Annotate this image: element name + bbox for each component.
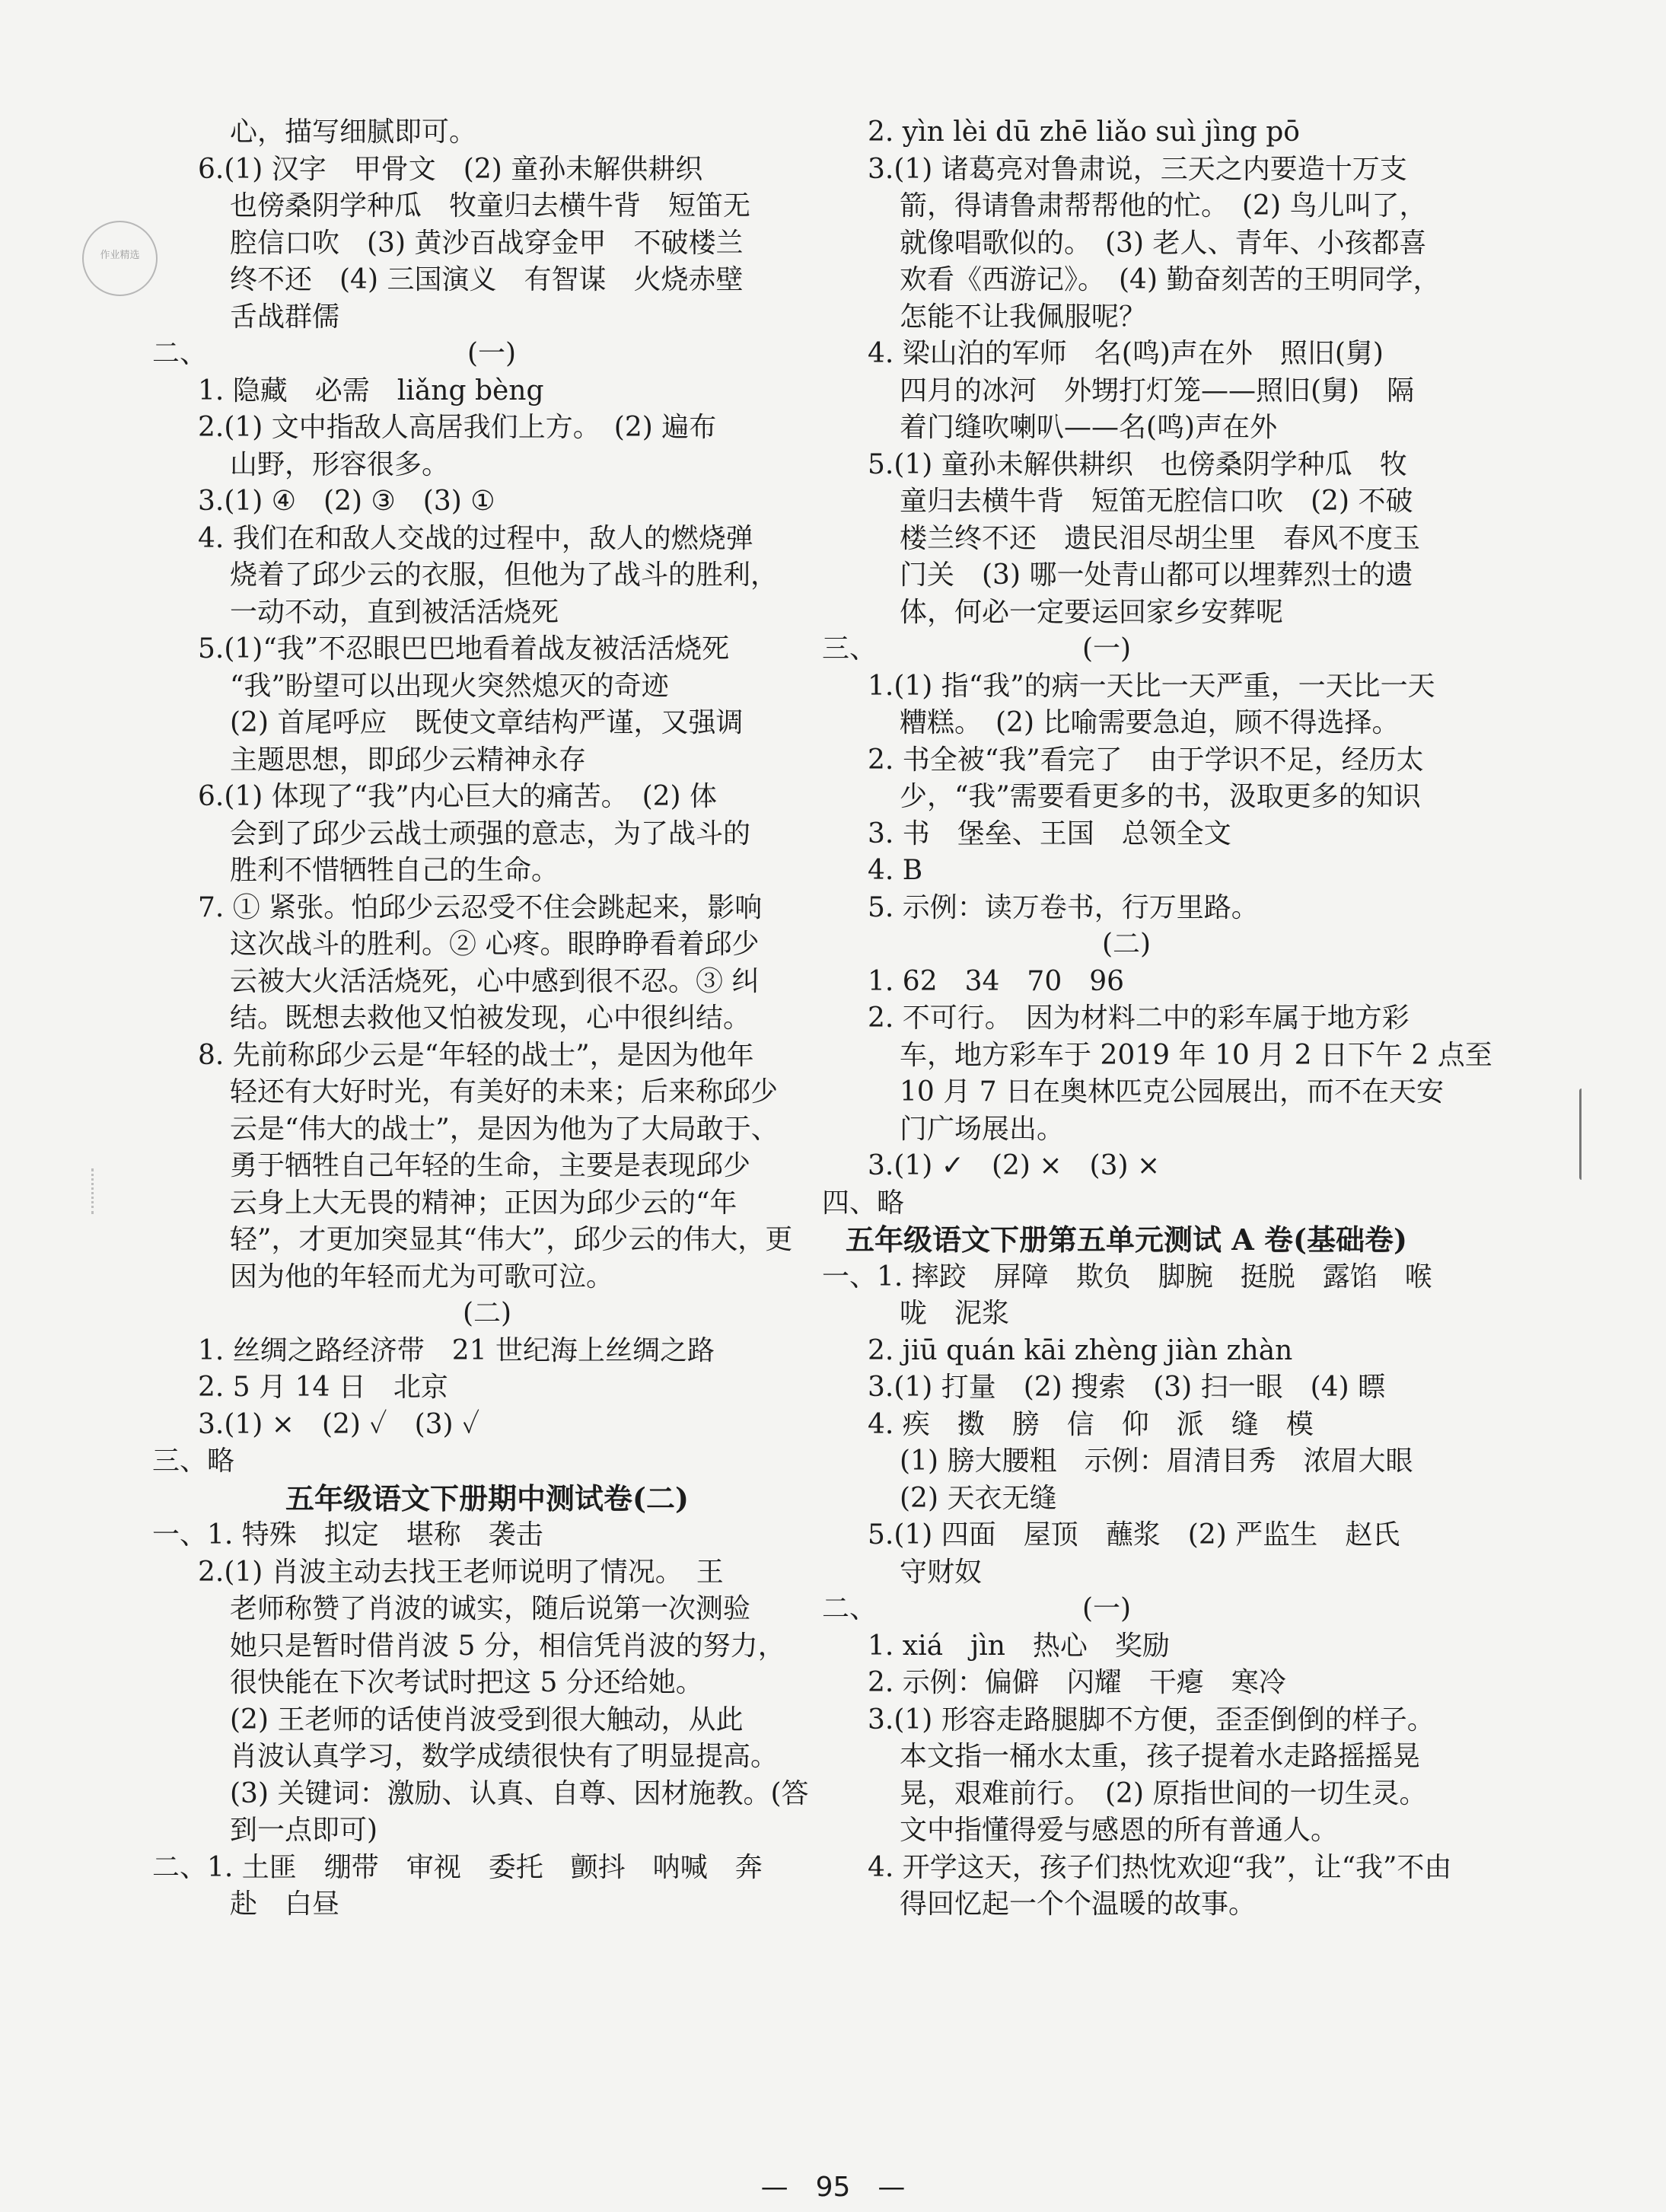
answer-line: 这次战斗的胜利。② 心疼。眼睁睁看着邱少 (230, 929, 760, 960)
answer-line: 7. ① 紧张。怕邱少云忍受不住会跳起来，影响 (198, 891, 763, 923)
answer-line: 1. xiá jìn 热心 奖励 (868, 1630, 1170, 1662)
section-title: 五年级语文下册第五单元测试 A 卷(基础卷) (846, 1222, 1407, 1257)
answer-line: 4. 开学这天，孩子们热忱欢迎“我”，让“我”不由 (868, 1851, 1452, 1883)
answer-line: 门关 (3) 哪一处青山都可以埋葬烈士的遗 (900, 559, 1413, 591)
answer-line: 2. 示例：偏僻 闪耀 干瘪 寒冷 (868, 1667, 1286, 1698)
answer-line: 咙 泥浆 (900, 1298, 1010, 1329)
answer-line: 5.(1)“我”不忍眼巴巴地看着战友被活活烧死 (198, 633, 730, 665)
answer-line: 结。既想去救他又怕被发现，心中很纠结。 (230, 1002, 751, 1034)
answer-line: 6.(1) 体现了“我”内心巨大的痛苦。 (2) 体 (198, 781, 718, 812)
answer-line: 4. B (868, 855, 923, 886)
answer-line: 着门缝吹喇叭——名(鸣)声在外 (900, 412, 1278, 443)
stamp-seal: 作业精选 (82, 221, 158, 296)
answer-line: 她只是暂时借肖波 5 分，相信凭肖波的努力， (230, 1630, 785, 1662)
answer-line: 一动不动，直到被活活烧死 (230, 596, 559, 628)
answer-line: 山野，形容很多。 (230, 448, 450, 480)
answer-line: 1. 62 34 70 96 (868, 965, 1125, 997)
answer-line: 轻”，才更加突显其“伟大”，邱少云的伟大，更 (230, 1224, 793, 1255)
answer-line: 烧着了邱少云的衣服，但他为了战斗的胜利， (230, 559, 779, 591)
answer-line: 糟糕。 (2) 比喻需要急迫，顾不得选择。 (900, 707, 1400, 738)
answer-line: 二、 (一) (822, 1593, 1132, 1624)
answer-line: 6.(1) 汉字 甲骨文 (2) 童孙未解供耕织 (198, 153, 703, 185)
answer-line: 终不还 (4) 三国演义 有智谋 火烧赤壁 (230, 264, 744, 295)
answer-line: 2. jiū quán kāi zhèng jiàn zhàn (868, 1334, 1293, 1366)
answer-line: 三、略 (152, 1445, 235, 1477)
answer-line: 舌战群儒 (230, 301, 340, 333)
answer-line: 5.(1) 童孙未解供耕织 也傍桑阴学种瓜 牧 (868, 448, 1407, 480)
answer-line: 守财奴 (900, 1556, 983, 1588)
answer-line: 3.(1) × (2) ✓ (3) ✓ (198, 1408, 480, 1440)
answer-line: 肖波认真学习，数学成绩很快有了明显提高。 (230, 1741, 779, 1772)
answer-line: 腔信口吹 (3) 黄沙百战穿金甲 不破楼兰 (230, 227, 744, 259)
answer-line: 3.(1) 诸葛亮对鲁肃说，三天之内要造十万支 (868, 153, 1407, 185)
answer-line: 3.(1) 形容走路腿脚不方便，歪歪倒倒的样子。 (868, 1704, 1435, 1735)
answer-line: 3.(1) 打量 (2) 搜索 (3) 扫一眼 (4) 瞟 (868, 1372, 1386, 1403)
answer-line: 二、1. 土匪 绷带 审视 委托 颤抖 呐喊 奔 (152, 1851, 763, 1883)
answer-line: 本文指一桶水太重，孩子提着水走路摇摇晃 (900, 1741, 1421, 1772)
answer-line: (1) 膀大腰粗 示例：眉清目秀 浓眉大眼 (900, 1445, 1413, 1477)
answer-line: 2. 5 月 14 日 北京 (198, 1372, 448, 1403)
answer-line: 3. 书 堡垒、王国 总领全文 (868, 818, 1231, 849)
margin-dots (91, 1168, 97, 1214)
answer-line: 得回忆起一个个温暖的故事。 (900, 1888, 1257, 1920)
page-number: — 95 — (760, 2172, 906, 2203)
answer-line: 轻还有大好时光，有美好的未来；后来称邱少 (230, 1076, 779, 1108)
answer-line: 少，“我”需要看更多的书，汲取更多的知识 (900, 781, 1421, 812)
answer-line: 车，地方彩车于 2019 年 10 月 2 日下午 2 点至 (900, 1039, 1492, 1071)
answer-line: (3) 关键词：激励、认真、自尊、因材施教。(答 (230, 1777, 809, 1809)
answer-line: 5.(1) 四面 屋顶 蘸浆 (2) 严监生 赵氏 (868, 1519, 1400, 1551)
answer-line: 到一点即可) (230, 1815, 378, 1846)
answer-line: 二、 (一) (152, 338, 517, 369)
section-title: 五年级语文下册期中测试卷(二) (285, 1481, 689, 1516)
answer-line: 门广场展出。 (900, 1113, 1065, 1145)
answer-line: 1.(1) 指“我”的病一天比一天严重，一天比一天 (868, 670, 1435, 702)
answer-line: 3.(1) ④ (2) ③ (3) ① (198, 486, 495, 517)
answer-line: 赴 白昼 (230, 1888, 340, 1920)
answer-line: 也傍桑阴学种瓜 牧童归去横牛背 短笛无 (230, 190, 751, 222)
answer-line: 欢看《西游记》。 (4) 勤奋刻苦的王明同学， (900, 264, 1441, 295)
answer-line: (2) 天衣无缝 (900, 1482, 1057, 1514)
answer-line: 1. 隐藏 必需 liǎng bèng (198, 375, 544, 406)
answer-line: 就像唱歌似的。 (3) 老人、青年、小孩都喜 (900, 227, 1427, 259)
answer-line: 心，描写细腻即可。 (230, 116, 477, 148)
answer-line: 怎能不让我佩服呢？ (900, 301, 1147, 333)
answer-line: (2) 首尾呼应 既使文章结构严谨，又强调 (230, 707, 744, 738)
answer-line: 楼兰终不还 遗民泪尽胡尘里 春风不度玉 (900, 522, 1421, 554)
answer-line: 主题思想，即邱少云精神永存 (230, 744, 587, 776)
subsection-heading: (二) (1101, 929, 1152, 960)
right-column (822, 114, 1492, 1924)
answer-line: 云身上大无畏的精神；正因为邱少云的“年 (230, 1187, 737, 1219)
answer-line: 箭，得请鲁肃帮帮他的忙。 (2) 鸟儿叫了， (900, 190, 1427, 222)
answer-line: 一、1. 特殊 拟定 堪称 袭击 (152, 1519, 543, 1551)
answer-line: 因为他的年轻而尤为可歌可泣。 (230, 1261, 614, 1292)
answer-line: 老师称赞了肖波的诚实，随后说第一次测验 (230, 1593, 751, 1624)
answer-line: 3.(1) ✓ (2) × (3) × (868, 1150, 1161, 1181)
answer-line: 童归去横牛背 短笛无腔信口吹 (2) 不破 (900, 486, 1413, 517)
answer-line: 2. yìn lèi dū zhē liǎo suì jìng pō (868, 116, 1300, 148)
answer-line: 四、略 (822, 1187, 905, 1219)
answer-line: 10 月 7 日在奥林匹克公园展出，而不在天安 (900, 1076, 1445, 1108)
answer-line: 4. 疾 擞 膀 信 仰 派 缝 模 (868, 1408, 1314, 1440)
answer-line: 1. 丝绸之路经济带 21 世纪海上丝绸之路 (198, 1334, 715, 1366)
answer-line: 三、 (一) (822, 633, 1132, 665)
answer-line: 4. 我们在和敌人交战的过程中，敌人的燃烧弹 (198, 522, 753, 554)
subsection-heading: (二) (462, 1298, 512, 1329)
answer-line: 四月的冰河 外甥打灯笼——照旧(舅) 隔 (900, 375, 1415, 406)
answer-line: 2.(1) 文中指敌人高居我们上方。 (2) 遍布 (198, 412, 717, 443)
margin-mark (1579, 1088, 1586, 1180)
answer-line: 一、1. 摔跤 屏障 欺负 脚腕 挺脱 露馅 喉 (822, 1261, 1432, 1292)
answer-line: 很快能在下次考试时把这 5 分还给她。 (230, 1667, 703, 1698)
answer-line: 文中指懂得爱与感恩的所有普通人。 (900, 1815, 1339, 1846)
answer-line: 4. 梁山泊的军师 名(鸣)声在外 照旧(舅) (868, 338, 1384, 369)
answer-line: “我”盼望可以出现火突然熄灭的奇迹 (230, 670, 669, 702)
answer-line: (2) 王老师的话使肖波受到很大触动，从此 (230, 1704, 744, 1735)
answer-line: 2. 书全被“我”看完了 由于学识不足，经历太 (868, 744, 1424, 776)
answer-line: 体，何必一定要运回家乡安葬呢 (900, 596, 1284, 628)
answer-line: 云被大火活活烧死，心中感到很不忍。③ 纠 (230, 965, 760, 997)
answer-line: 云是“伟大的战士”，是因为他为了大局敢于、 (230, 1113, 779, 1145)
answer-line: 5. 示例：读万卷书，行万里路。 (868, 891, 1259, 923)
left-column (152, 114, 822, 1924)
answer-line: 会到了邱少云战士顽强的意志，为了战斗的 (230, 818, 751, 849)
answer-line: 胜利不惜牺牲自己的生命。 (230, 855, 559, 886)
answer-line: 晃，艰难前行。 (2) 原指世间的一切生灵。 (900, 1777, 1427, 1809)
answer-line: 2. 不可行。 因为材料二中的彩车属于地方彩 (868, 1002, 1410, 1034)
answer-line: 8. 先前称邱少云是“年轻的战士”，是因为他年 (198, 1039, 754, 1071)
answer-line: 勇于牺牲自己年轻的生命，主要是表现邱少 (230, 1150, 751, 1181)
answer-line: 2.(1) 肖波主动去找王老师说明了情况。 王 (198, 1556, 724, 1588)
